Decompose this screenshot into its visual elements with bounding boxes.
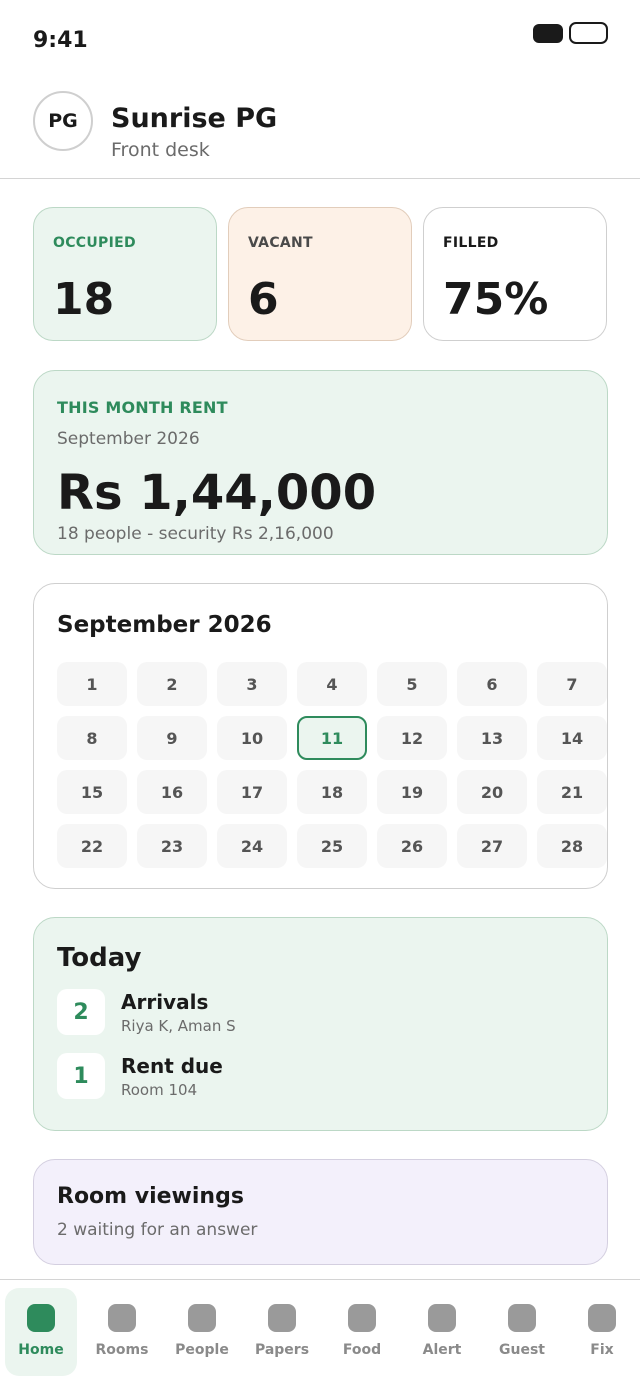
nav-label: Home (18, 1342, 64, 1358)
signal-icon (533, 24, 563, 43)
stat-value: 6 (248, 274, 279, 325)
papers-icon (268, 1304, 296, 1332)
calendar-day[interactable]: 26 (377, 824, 447, 868)
calendar-day[interactable]: 16 (137, 770, 207, 814)
nav-label: Alert (422, 1342, 462, 1358)
filled-card[interactable] (423, 207, 607, 341)
calendar-day-selected[interactable]: 11 (297, 716, 367, 760)
nav-label: People (175, 1342, 229, 1358)
calendar-day[interactable]: 8 (57, 716, 127, 760)
today-card (33, 917, 608, 1131)
rent-due-title: Rent due (121, 1054, 223, 1078)
nav-item-people[interactable] (166, 1288, 238, 1376)
calendar-card (33, 583, 608, 889)
status-bar (0, 0, 640, 80)
food-icon (348, 1304, 376, 1332)
calendar-day[interactable]: 1 (57, 662, 127, 706)
calendar-day[interactable]: 14 (537, 716, 607, 760)
page-title: Sunrise PG (111, 103, 278, 134)
arrivals-names: Riya K, Aman S (121, 1017, 236, 1035)
calendar-title: September 2026 (57, 612, 272, 638)
calendar-day[interactable]: 21 (537, 770, 607, 814)
page-subtitle: Front desk (111, 139, 210, 161)
rent-amount: Rs 1,44,000 (57, 465, 377, 521)
rent-due-count: 1 (57, 1053, 105, 1099)
calendar-day[interactable]: 18 (297, 770, 367, 814)
stat-label: VACANT (248, 235, 313, 251)
stat-label: FILLED (443, 235, 499, 251)
calendar-day[interactable]: 6 (457, 662, 527, 706)
calendar-day[interactable]: 17 (217, 770, 287, 814)
calendar-day[interactable]: 23 (137, 824, 207, 868)
today-item-rent-due[interactable] (57, 1053, 557, 1099)
nav-item-alert[interactable] (406, 1288, 478, 1376)
home-icon (27, 1304, 55, 1332)
nav-label: Rooms (95, 1342, 149, 1358)
rooms-icon (108, 1304, 136, 1332)
nav-label: Food (342, 1342, 382, 1358)
rent-label: THIS MONTH RENT (57, 398, 228, 417)
today-title: Today (57, 943, 142, 973)
nav-item-rooms[interactable] (86, 1288, 158, 1376)
stat-label: OCCUPIED (53, 235, 136, 251)
nav-item-fix[interactable] (566, 1288, 638, 1376)
people-icon (188, 1304, 216, 1332)
rent-month: September 2026 (57, 429, 200, 449)
viewings-subtitle: 2 waiting for an answer (57, 1220, 258, 1240)
battery-icon (569, 22, 608, 44)
calendar-day[interactable]: 3 (217, 662, 287, 706)
calendar-day[interactable]: 27 (457, 824, 527, 868)
avatar[interactable]: PG (33, 91, 93, 151)
stat-value: 18 (53, 274, 115, 325)
arrivals-count: 2 (57, 989, 105, 1035)
calendar-day[interactable]: 22 (57, 824, 127, 868)
fix-icon (588, 1304, 616, 1332)
calendar-day[interactable]: 24 (217, 824, 287, 868)
viewings-title: Room viewings (57, 1184, 244, 1209)
nav-item-guest[interactable] (486, 1288, 558, 1376)
guest-icon (508, 1304, 536, 1332)
occupied-card[interactable] (33, 207, 217, 341)
nav-label: Guest (499, 1342, 545, 1358)
nav-label: Fix (590, 1342, 614, 1358)
calendar-day[interactable]: 10 (217, 716, 287, 760)
today-item-arrivals[interactable] (57, 989, 557, 1035)
vacant-card[interactable] (228, 207, 412, 341)
nav-label: Papers (254, 1342, 310, 1358)
calendar-day[interactable]: 12 (377, 716, 447, 760)
alert-icon (428, 1304, 456, 1332)
calendar-day[interactable]: 2 (137, 662, 207, 706)
calendar-day[interactable]: 5 (377, 662, 447, 706)
calendar-day[interactable]: 28 (537, 824, 607, 868)
rent-due-room: Room 104 (121, 1081, 198, 1099)
status-time: 9:41 (33, 28, 88, 53)
app-header (0, 80, 640, 179)
calendar-day[interactable]: 20 (457, 770, 527, 814)
calendar-day[interactable]: 9 (137, 716, 207, 760)
calendar-day[interactable]: 19 (377, 770, 447, 814)
calendar-day[interactable]: 4 (297, 662, 367, 706)
bottom-nav (0, 1279, 640, 1386)
rent-card[interactable] (33, 370, 608, 555)
nav-item-papers[interactable] (246, 1288, 318, 1376)
nav-item-home[interactable] (5, 1288, 77, 1376)
calendar-day[interactable]: 7 (537, 662, 607, 706)
calendar-day[interactable]: 15 (57, 770, 127, 814)
room-viewings-card[interactable] (33, 1159, 608, 1265)
stat-value: 75% (443, 274, 549, 325)
arrivals-title: Arrivals (121, 990, 209, 1014)
nav-item-food[interactable] (326, 1288, 398, 1376)
calendar-day[interactable]: 25 (297, 824, 367, 868)
calendar-day[interactable]: 13 (457, 716, 527, 760)
rent-note: 18 people - security Rs 2,16,000 (57, 524, 334, 544)
